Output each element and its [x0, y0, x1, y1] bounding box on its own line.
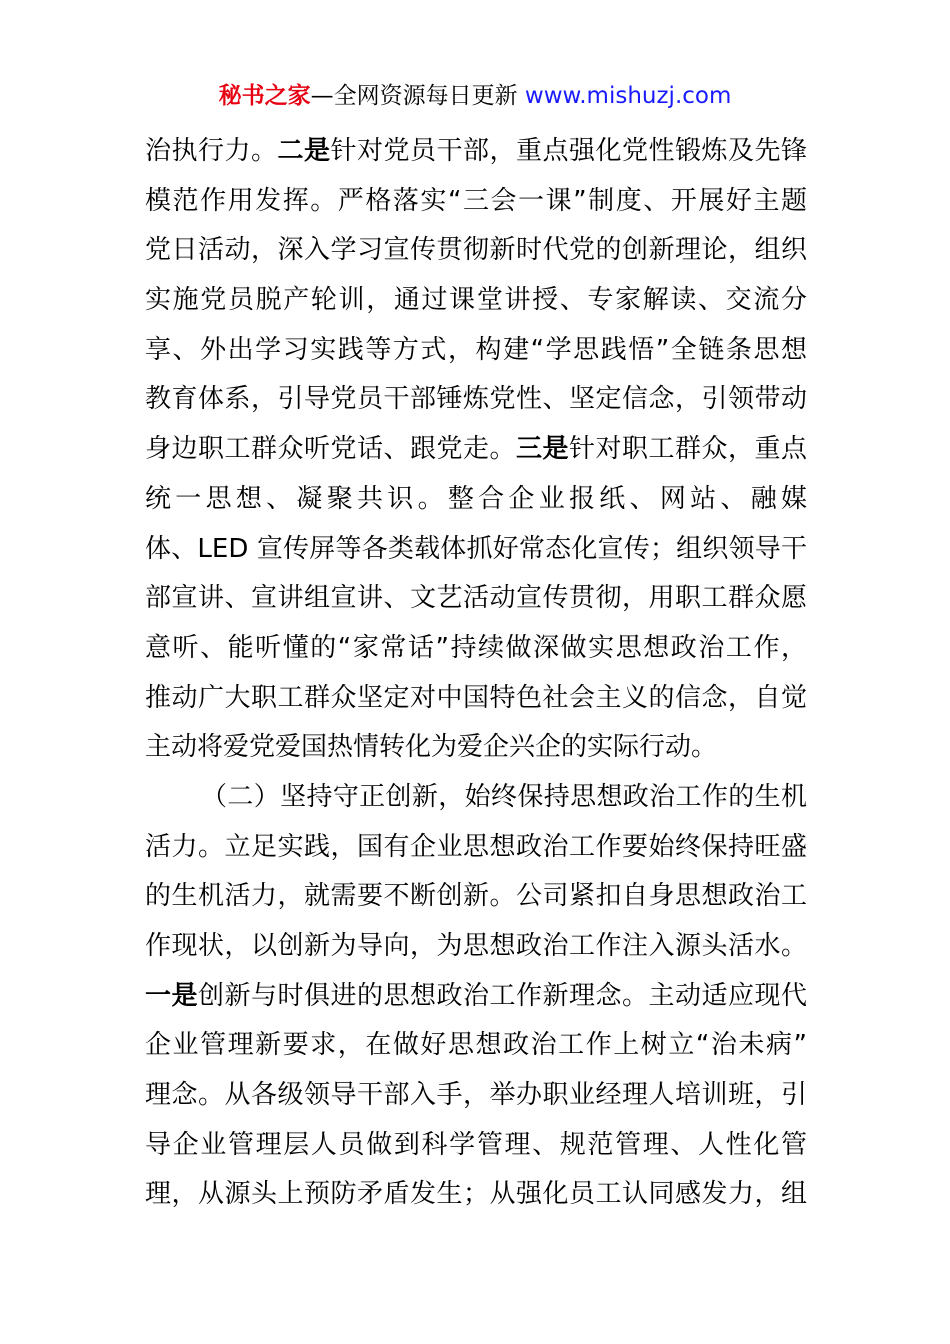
- site-url[interactable]: www.mishuzj.com: [524, 83, 732, 109]
- text-line-15: 活力。立足实践，国有企业思想政治工作要始终保持旺盛: [145, 831, 807, 862]
- text-line-11: 意听、能听懂的“家常话”持续做深做实思想政治工作，: [145, 632, 807, 663]
- text-line-1: 治执行力。二是针对党员干部，重点强化党性锻炼及先锋: [145, 136, 807, 166]
- site-header: [0, 80, 950, 112]
- bold-marker: 一是: [145, 980, 198, 1011]
- text-line-17: 作现状，以创新为导向，为思想政治工作注入源头活水。: [145, 931, 807, 961]
- text-line-6: 教育体系，引导党员干部锤炼党性、坚定信念，引领带动: [145, 384, 807, 415]
- text-line-2: 模范作用发挥。严格落实“三会一课”制度、开展好主题: [145, 185, 807, 216]
- text-line-3: 党日活动，深入学习宣传贯彻新时代党的创新理论，组织: [145, 235, 807, 266]
- site-tagline: —全网资源每日更新: [310, 83, 518, 109]
- bold-marker: 二是: [277, 136, 331, 166]
- text-line-9: 体、LED 宣传屏等各类载体抓好常态化宣传；组织领导干: [145, 533, 807, 564]
- text-line-19: 企业管理新要求，在做好思想政治工作上树立“治未病”: [145, 1030, 807, 1061]
- text-line-10: 部宣讲、宣讲组宣讲、文艺活动宣传贯彻，用职工群众愿: [145, 583, 807, 614]
- site-brand: 秘书之家: [218, 83, 311, 109]
- text-line-18: 一是创新与时俱进的思想政治工作新理念。主动适应现代: [145, 980, 807, 1011]
- text-line-7: 身边职工群众听党话、跟党走。三是针对职工群众，重点: [145, 434, 807, 465]
- text-line-13: 主动将爱党爱国热情转化为爱企兴企的实际行动。: [145, 732, 718, 763]
- text-line-21: 导企业管理层人员做到科学管理、规范管理、人性化管: [145, 1129, 807, 1160]
- text-line-16: 的生机活力，就需要不断创新。公司紧扣自身思想政治工: [145, 881, 807, 912]
- text-line-5: 享、外出学习实践等方式，构建“学思践悟”全链条思想: [145, 334, 807, 365]
- section-heading-2: （二）坚持守正创新，始终保持思想政治工作的生机: [201, 781, 807, 812]
- text-line-8: 统一思想、凝聚共识。整合企业报纸、网站、融媒: [145, 483, 807, 514]
- text-line-20: 理念。从各级领导干部入手，举办职业经理人培训班，引: [145, 1080, 807, 1111]
- body-text: [145, 127, 807, 1220]
- bold-marker: 三是: [515, 434, 569, 465]
- text-line-4: 实施党员脱产轮训，通过课堂讲授、专家解读、交流分: [145, 285, 807, 316]
- text-line-22: 理，从源头上预防矛盾发生；从强化员工认同感发力，组: [145, 1179, 807, 1210]
- text-line-12: 推动广大职工群众坚定对中国特色社会主义的信念，自觉: [145, 682, 807, 713]
